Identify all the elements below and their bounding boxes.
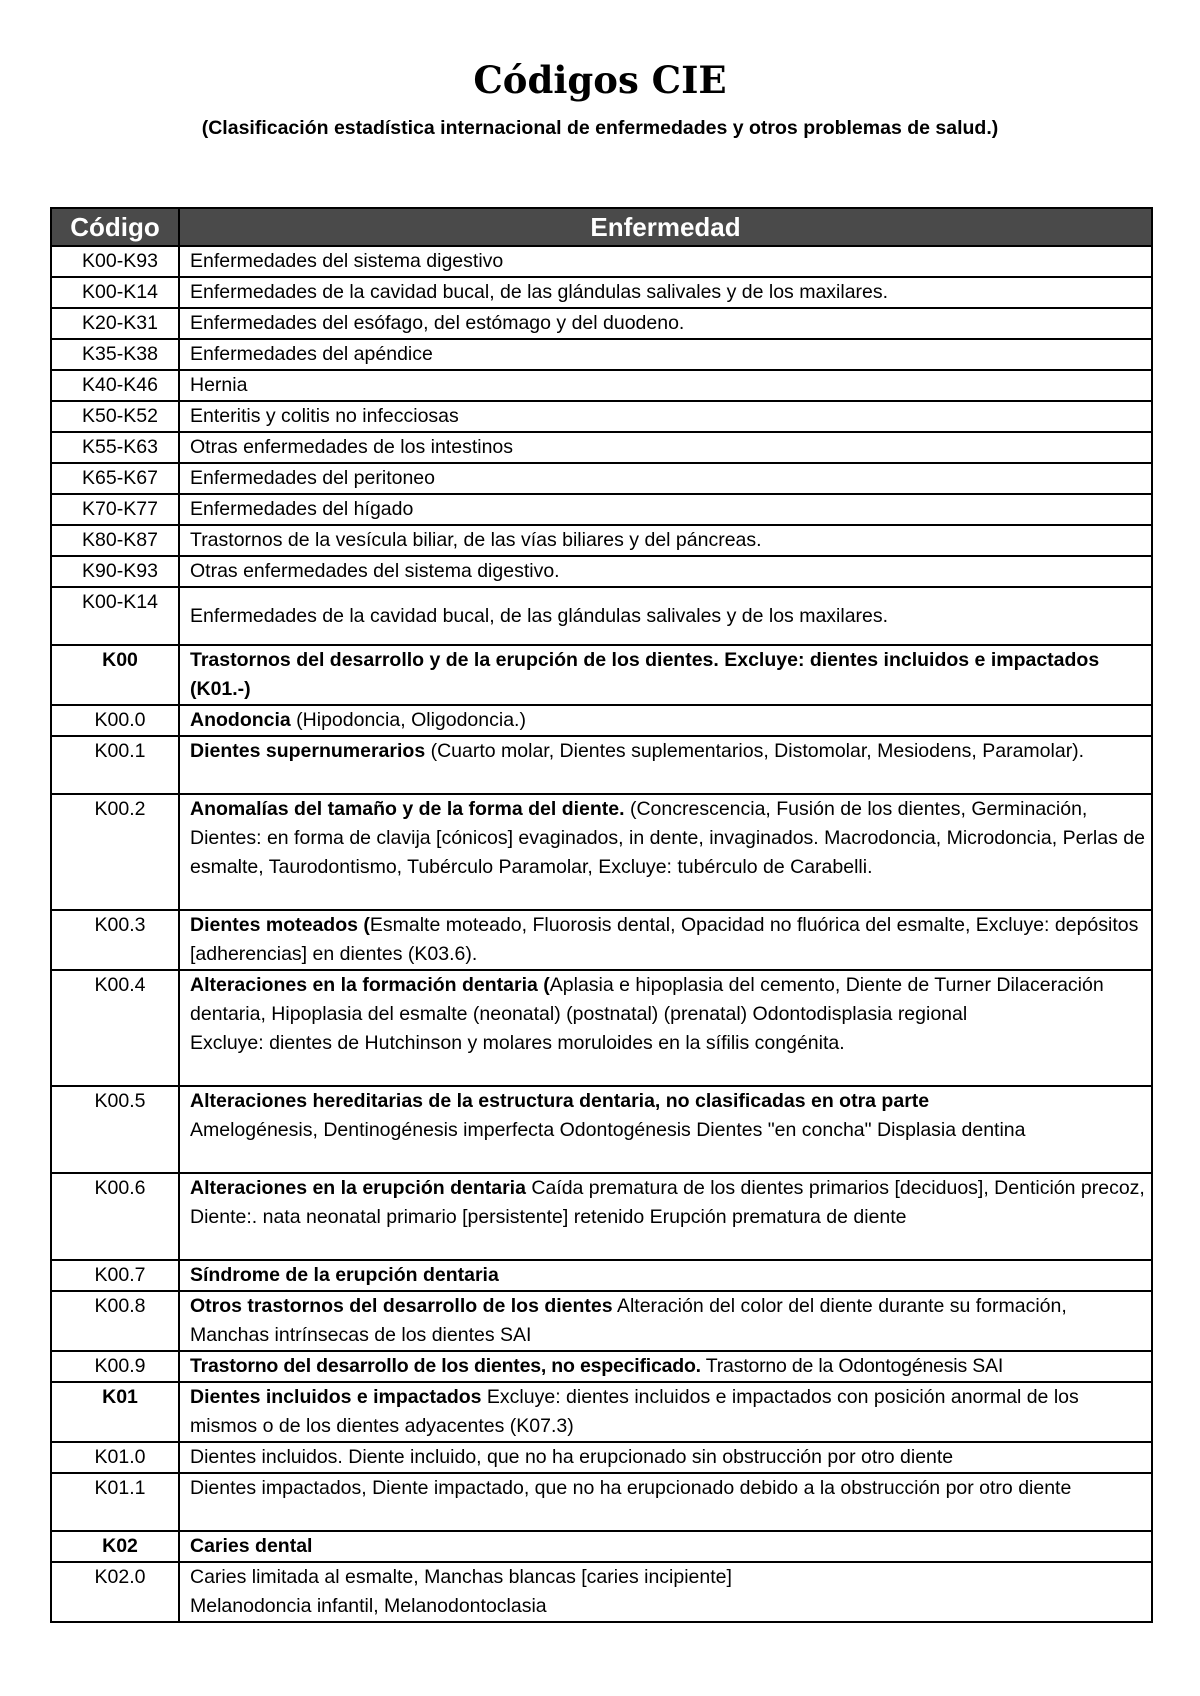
table-row xyxy=(51,401,1152,432)
table-row xyxy=(51,1382,1152,1442)
table-row xyxy=(51,308,1152,339)
row-code: K00.3 xyxy=(51,910,179,970)
row-description xyxy=(179,1351,1152,1382)
row-code: K02.0 xyxy=(51,1562,179,1622)
table-row xyxy=(51,587,1152,645)
row-title: Otros trastornos del desarrollo de los dientes xyxy=(190,1295,613,1317)
column-header-code: Código xyxy=(51,208,179,246)
row-description xyxy=(179,1291,1152,1351)
row-text: (Cuarto molar, Dientes suplementarios, Distomolar, Mesiodens, Paramolar). xyxy=(425,740,1085,762)
row-description: Otras enfermedades de los intestinos xyxy=(179,432,1152,463)
row-description xyxy=(179,794,1152,910)
row-title: Alteraciones hereditarias de la estructura dentaria, no clasificadas en otra parte xyxy=(190,1090,930,1112)
row-code: K70-K77 xyxy=(51,494,179,525)
row-description xyxy=(179,736,1152,794)
row-description xyxy=(179,1086,1152,1173)
row-text: Esmalte moteado, Fluorosis dental, Opacidad no fluórica del esmalte, Excluye: depósitos [adherencias] en dientes (K03.6). xyxy=(190,914,1139,965)
row-code: K01 xyxy=(51,1382,179,1442)
row-description xyxy=(179,645,1152,705)
row-description xyxy=(179,1173,1152,1260)
row-code: K00 xyxy=(51,645,179,705)
row-description: Hernia xyxy=(179,370,1152,401)
row-title: Dientes supernumerarios xyxy=(190,740,426,762)
row-code: K55-K63 xyxy=(51,432,179,463)
row-text-secondary: Melanodoncia infantil, Melanodontoclasia xyxy=(190,1595,547,1617)
row-description: Dientes incluidos. Diente incluido, que no ha erupcionado sin obstrucción por otro diente xyxy=(179,1442,1152,1473)
row-code: K01.1 xyxy=(51,1473,179,1531)
table-header-row xyxy=(51,208,1152,246)
table-row xyxy=(51,1173,1152,1260)
row-title: Dientes incluidos e impactados xyxy=(190,1386,482,1408)
row-code: K40-K46 xyxy=(51,370,179,401)
table-row xyxy=(51,705,1152,736)
row-text: (Hipodoncia, Oligodoncia.) xyxy=(290,709,526,731)
table-row xyxy=(51,525,1152,556)
row-code: K00-K14 xyxy=(51,277,179,308)
row-code: K65-K67 xyxy=(51,463,179,494)
table-row xyxy=(51,463,1152,494)
row-description xyxy=(179,1260,1152,1291)
page-title: Códigos CIE xyxy=(473,58,727,102)
row-code: K00.0 xyxy=(51,705,179,736)
row-description: Enfermedades del sistema digestivo xyxy=(179,246,1152,277)
row-title: Caries dental xyxy=(190,1535,313,1557)
row-text-secondary: Excluye: dientes de Hutchinson y molares moruloides en la sífilis congénita. xyxy=(190,1032,845,1054)
row-title: Trastornos del desarrollo y de la erupción de los dientes. Excluye: dientes incluidos e impactados (K01.-) xyxy=(190,649,1100,700)
table-row xyxy=(51,645,1152,705)
row-description: Enfermedades del apéndice xyxy=(179,339,1152,370)
row-description: Enfermedades del peritoneo xyxy=(179,463,1152,494)
row-text: (Concrescencia, Fusión de los dientes, Germinación, Dientes: en forma de clavija [cónicos] evaginados, in dente, invaginados. Macrodoncia, Microdoncia, Perlas de esmalte, Taurodontismo, Tubérculo Paramolar, Excluye: tubérculo de Carabelli. xyxy=(190,798,1145,878)
row-code: K00.9 xyxy=(51,1351,179,1382)
row-text: Alteración del color del diente durante su formación, Manchas intrínsecas de los dientes SAI xyxy=(190,1295,1067,1346)
row-description xyxy=(179,1531,1152,1562)
row-description: Enfermedades de la cavidad bucal, de las glándulas salivales y de los maxilares. xyxy=(179,277,1152,308)
row-text: Aplasia e hipoplasia del cemento, Diente de Turner Dilaceración dentaria, Hipoplasia del esmalte (neonatal) (postnatal) (prenatal) Odontodisplasia regional xyxy=(190,974,1104,1025)
row-code: K00.6 xyxy=(51,1173,179,1260)
table-row xyxy=(51,494,1152,525)
row-text: Caída prematura de los dientes primarios [deciduos], Dentición precoz, Diente:. nata neonatal primario [persistente] retenido Erupción prematura de diente xyxy=(190,1177,1145,1228)
row-description: Enteritis y colitis no infecciosas xyxy=(179,401,1152,432)
row-description: Dientes impactados, Diente impactado, que no ha erupcionado debido a la obstrucción por otro diente xyxy=(179,1473,1152,1531)
row-description: Otras enfermedades del sistema digestivo. xyxy=(179,556,1152,587)
row-description xyxy=(179,910,1152,970)
column-header-disease: Enfermedad xyxy=(179,208,1152,246)
row-code: K35-K38 xyxy=(51,339,179,370)
row-description xyxy=(179,1382,1152,1442)
row-code: K00.7 xyxy=(51,1260,179,1291)
row-description xyxy=(179,970,1152,1086)
row-description xyxy=(179,1562,1152,1622)
row-title: Trastorno del desarrollo de los dientes, no especificado. xyxy=(190,1355,701,1377)
row-code: K00.4 xyxy=(51,970,179,1086)
table-row xyxy=(51,736,1152,794)
row-code: K00.5 xyxy=(51,1086,179,1173)
row-code: K01.0 xyxy=(51,1442,179,1473)
row-code: K90-K93 xyxy=(51,556,179,587)
table-row xyxy=(51,277,1152,308)
row-text: Amelogénesis, Dentinogénesis imperfecta Odontogénesis Dientes "en concha" Displasia dentina xyxy=(190,1119,1026,1141)
table-row xyxy=(51,1531,1152,1562)
row-description: Trastornos de la vesícula biliar, de las vías biliares y del páncreas. xyxy=(179,525,1152,556)
row-code: K00.1 xyxy=(51,736,179,794)
page-subtitle: (Clasificación estadística internacional de enfermedades y otros problemas de salud.) xyxy=(201,117,999,139)
table-row xyxy=(51,1086,1152,1173)
row-title: Dientes moteados ( xyxy=(190,914,370,936)
row-code: K00.8 xyxy=(51,1291,179,1351)
table-row xyxy=(51,370,1152,401)
row-description xyxy=(179,705,1152,736)
row-code: K20-K31 xyxy=(51,308,179,339)
table-row xyxy=(51,970,1152,1086)
row-description: Enfermedades del hígado xyxy=(179,494,1152,525)
row-title: Síndrome de la erupción dentaria xyxy=(190,1264,499,1286)
table-row xyxy=(51,1562,1152,1622)
row-title: Anodoncia xyxy=(190,709,291,731)
table-row xyxy=(51,1351,1152,1382)
row-code: K00-K14 xyxy=(51,587,179,645)
table-row xyxy=(51,1473,1152,1531)
table-row xyxy=(51,794,1152,910)
table-row xyxy=(51,432,1152,463)
row-description: Enfermedades del esófago, del estómago y del duodeno. xyxy=(179,308,1152,339)
row-description: Enfermedades de la cavidad bucal, de las glándulas salivales y de los maxilares. xyxy=(179,587,1152,645)
row-code: K50-K52 xyxy=(51,401,179,432)
row-title: Alteraciones en la formación dentaria ( xyxy=(190,974,550,996)
row-title: Alteraciones en la erupción dentaria xyxy=(190,1177,526,1199)
table-row xyxy=(51,910,1152,970)
row-title: Anomalías del tamaño y de la forma del diente. xyxy=(190,798,625,820)
row-text: Caries limitada al esmalte, Manchas blancas [caries incipiente] xyxy=(190,1566,732,1588)
table-row xyxy=(51,1260,1152,1291)
cie-table xyxy=(50,207,1153,1623)
table-row xyxy=(51,1442,1152,1473)
table-row xyxy=(51,556,1152,587)
row-text: Excluye: dientes incluidos e impactados con posición anormal de los mismos o de los dientes adyacentes (K07.3) xyxy=(190,1386,1079,1437)
row-code: K00-K93 xyxy=(51,246,179,277)
table-row xyxy=(51,1291,1152,1351)
row-code: K02 xyxy=(51,1531,179,1562)
row-text: Trastorno de la Odontogénesis SAI xyxy=(700,1355,1004,1377)
table-row xyxy=(51,339,1152,370)
row-code: K00.2 xyxy=(51,794,179,910)
table-row xyxy=(51,246,1152,277)
row-code: K80-K87 xyxy=(51,525,179,556)
